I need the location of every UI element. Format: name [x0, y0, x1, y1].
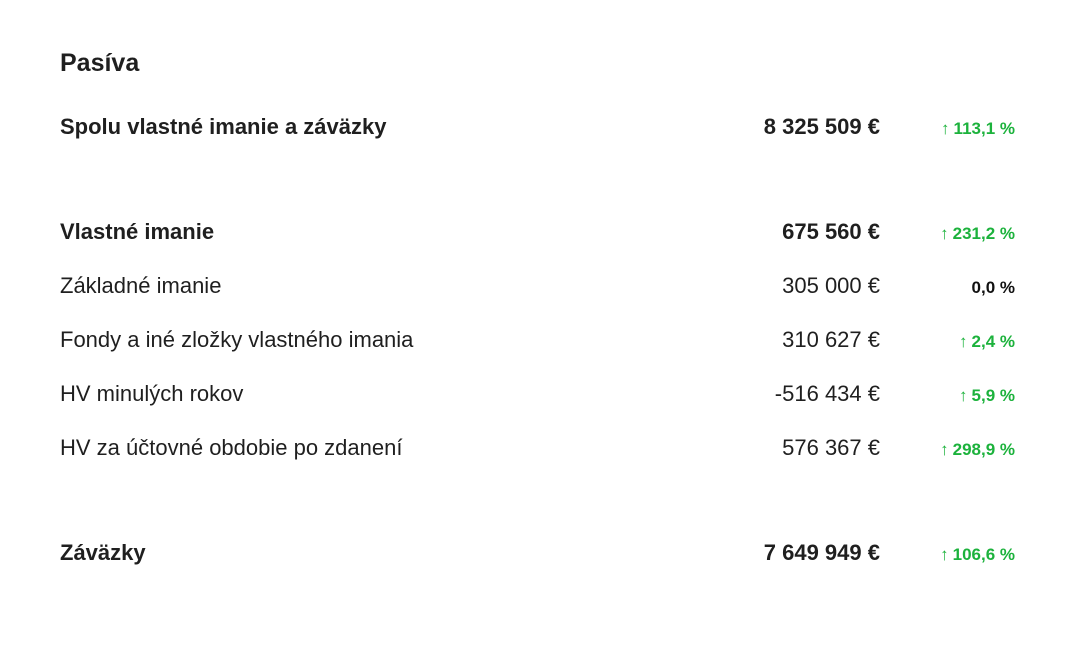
row-label: Základné imanie	[60, 273, 222, 298]
up-arrow-icon: ↑	[940, 545, 949, 564]
row-value: 305 000 €	[782, 273, 880, 298]
table-row-funds	[60, 327, 1015, 381]
row-percent: 113,1 %	[953, 119, 1015, 138]
table-row-share-capital	[60, 273, 1015, 327]
row-value: 576 367 €	[782, 435, 880, 460]
row-label: HV minulých rokov	[60, 381, 244, 406]
row-label: Vlastné imanie	[60, 219, 215, 244]
row-change	[880, 332, 1015, 352]
row-change	[880, 545, 1015, 565]
row-value: 310 627 €	[782, 327, 880, 352]
table-row-net-profit	[60, 435, 1015, 489]
row-percent: 298,9 %	[952, 440, 1015, 459]
row-percent: 231,2 %	[952, 224, 1015, 243]
row-change	[880, 386, 1015, 406]
up-arrow-icon: ↑	[940, 440, 949, 459]
row-label: Spolu vlastné imanie a záväzky	[60, 114, 387, 139]
row-value: 7 649 949 €	[763, 540, 880, 565]
row-label: HV za účtovné obdobie po zdanení	[60, 435, 403, 460]
section-title: Pasíva	[60, 49, 140, 77]
row-percent: 106,6 %	[952, 545, 1015, 564]
table-row-total-equity-liabilities	[60, 114, 1015, 168]
table-row-retained-earnings	[60, 381, 1015, 435]
row-value: 8 325 509 €	[763, 114, 880, 139]
row-change	[880, 278, 1015, 298]
up-arrow-icon: ↑	[941, 119, 950, 138]
row-value: -516 434 €	[774, 381, 880, 406]
row-percent: 5,9 %	[971, 386, 1015, 405]
row-change	[880, 119, 1015, 139]
group-spacer	[60, 489, 1015, 540]
row-change	[880, 440, 1015, 460]
table-row-liabilities	[60, 540, 1015, 594]
row-change	[880, 224, 1015, 244]
up-arrow-icon: ↑	[940, 224, 949, 243]
row-label: Fondy a iné zložky vlastného imania	[60, 327, 414, 352]
table-row-equity	[60, 219, 1015, 273]
row-percent: 2,4 %	[971, 332, 1015, 351]
up-arrow-icon: ↑	[959, 386, 968, 405]
row-percent: 0,0 %	[971, 278, 1015, 297]
group-spacer	[60, 168, 1015, 219]
row-value: 675 560 €	[782, 219, 880, 244]
row-label: Záväzky	[60, 540, 146, 565]
up-arrow-icon: ↑	[959, 332, 968, 351]
